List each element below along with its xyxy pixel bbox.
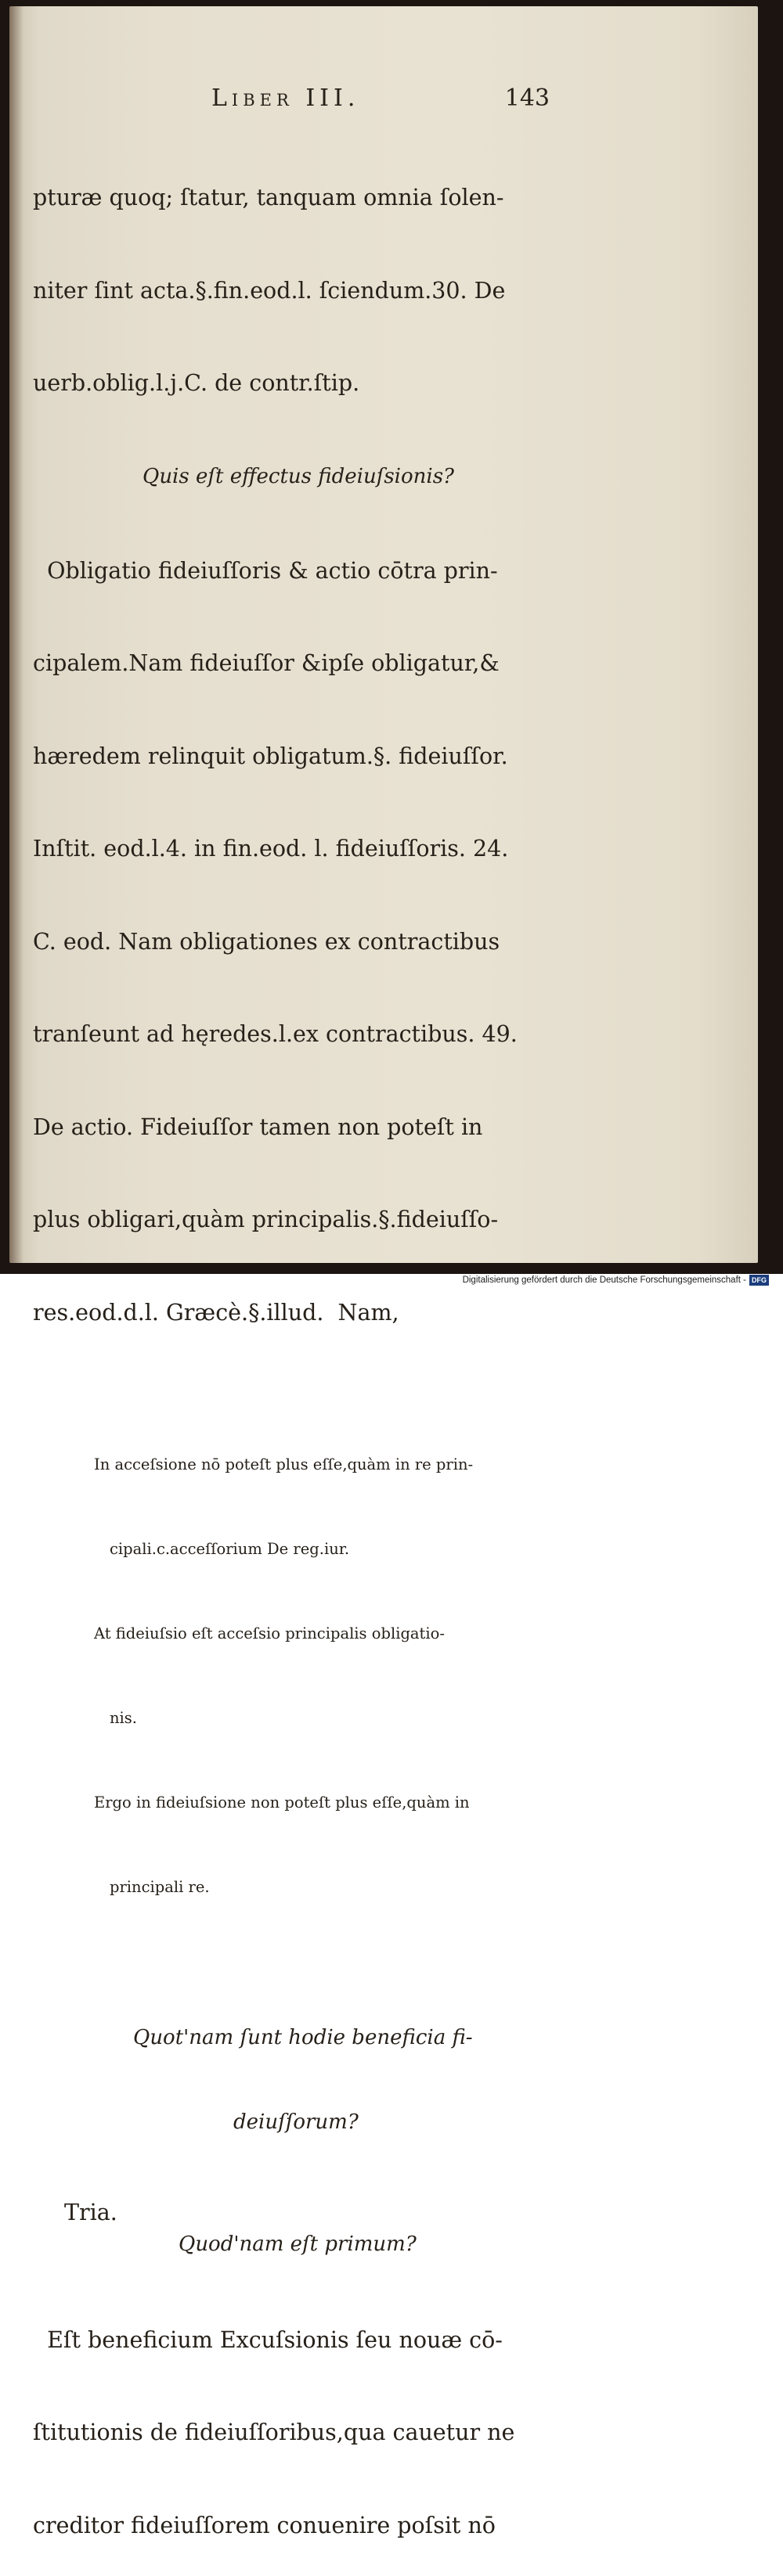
text-line: tranſeunt ad hęredes.l.ex contractibus. 49. xyxy=(33,1019,550,1050)
question-heading xyxy=(133,1967,550,2193)
text-line: Inſtit. eod.l.4. in fin.eod. l. fideiuſſoris. 24. xyxy=(33,833,550,865)
digitization-credit xyxy=(463,1274,769,1286)
text-line: res.eod.d.l. Græcè.§.illud. Nam, xyxy=(33,1297,550,1329)
syllogism-conclusion: Ergo in fideiuſsione non poteſt plus eſſe,quàm in xyxy=(94,1789,550,1817)
page-text xyxy=(33,85,550,2576)
syllogism-major-premise-cont: cipali.c.acceſſorium De reg.iur. xyxy=(94,1535,550,1563)
answer-short: Tria. xyxy=(64,2197,550,2229)
spine-shadow xyxy=(9,6,23,1263)
question-line: Quot'nam ſunt hodie beneficia fi- xyxy=(133,2024,550,2052)
syllogism xyxy=(94,1394,550,1958)
text-line: cipalem.Nam fideiuſſor &ipſe obligatur,& xyxy=(33,648,550,679)
text-line: pturæ quoq; ſtatur, tanquam omnia ſolen- xyxy=(33,182,550,214)
text-line: Obligatio fideiuſſoris & actio cōtra prin- xyxy=(33,556,550,587)
text-line: plus obligari,quàm principalis.§.fideiuſſo- xyxy=(33,1204,550,1236)
continued-paragraph xyxy=(33,121,550,461)
text-line: creditor fideiuſſorem conuenire poſsit nō xyxy=(33,2510,550,2542)
credit-text: Digitalisierung gefördert durch die Deutsche Forschungsgemeinschaft - xyxy=(463,1275,746,1285)
page-number: 143 xyxy=(505,85,550,112)
question-heading: Quis eſt effectus fideiuſsionis? xyxy=(143,462,550,491)
answer-paragraph xyxy=(33,2263,550,2576)
question-line: deiuſſorum? xyxy=(133,2108,550,2136)
question-heading: Quod'nam eſt primum? xyxy=(179,2230,550,2258)
text-line: hæredem relinquit obligatum.§. fideiuſſor. xyxy=(33,741,550,772)
syllogism-minor-premise: At fideiuſsio eſt acceſsio principalis obligatio- xyxy=(94,1620,550,1648)
text-line: ſtitutionis de fideiuſſoribus,qua cauetur ne xyxy=(33,2417,550,2448)
syllogism-major-premise: In acceſsione nō poteſt plus eſſe,quàm in re prin- xyxy=(94,1451,550,1479)
text-line: Eſt beneficium Excuſsionis ſeu nouæ cō- xyxy=(33,2325,550,2356)
text-line: De actio. Fideiuſſor tamen non poteſt in xyxy=(33,1112,550,1143)
running-head-title: Liber III. xyxy=(211,85,359,112)
text-line: uerb.oblig.l.j.C. de contr.ſtip. xyxy=(33,368,550,399)
text-line: C. eod. Nam obligationes ex contractibus xyxy=(33,926,550,958)
syllogism-conclusion-cont: principali re. xyxy=(94,1873,550,1901)
answer-paragraph xyxy=(33,494,550,1391)
dfg-logo: DFG xyxy=(749,1275,769,1286)
syllogism-minor-premise-cont: nis. xyxy=(94,1704,550,1732)
text-line: niter ſint acta.§.fin.eod.l. ſciendum.30. De xyxy=(33,275,550,307)
running-head xyxy=(33,85,550,121)
